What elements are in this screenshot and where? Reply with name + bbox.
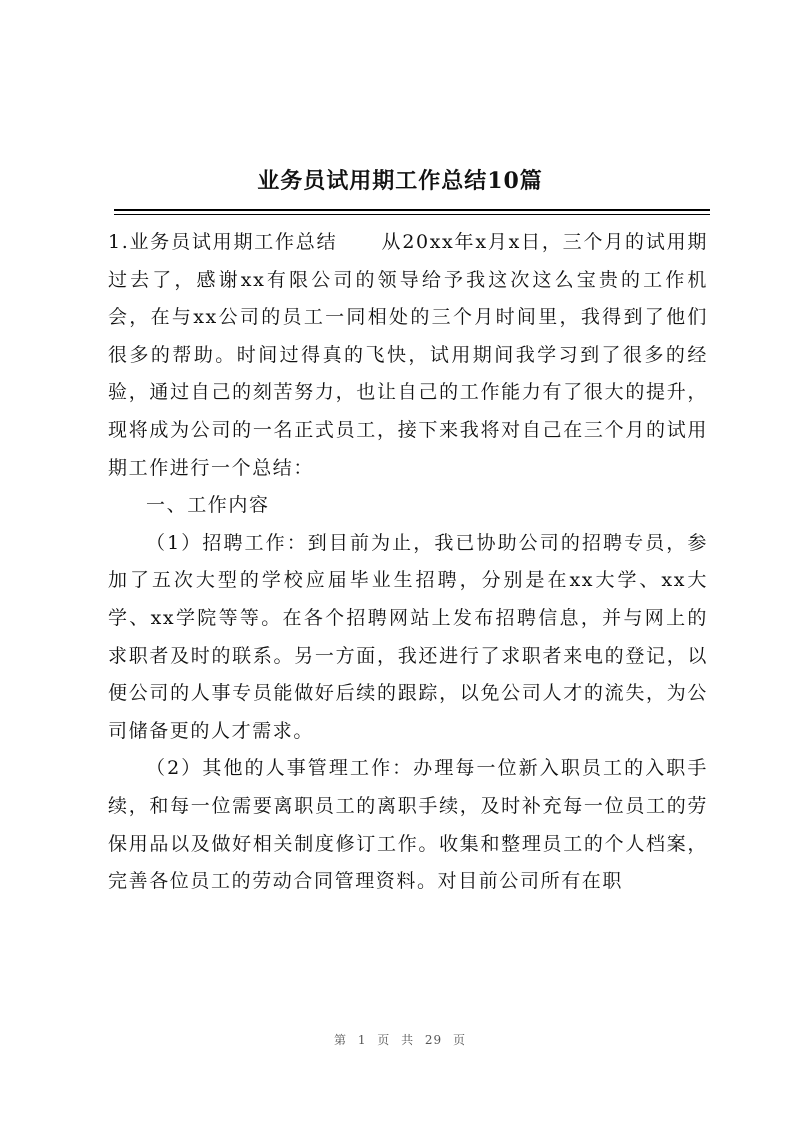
section-heading-work-content: 一、工作内容	[146, 494, 270, 517]
document-title: 业务员试用期工作总结10篇	[257, 168, 543, 194]
document-body	[108, 224, 708, 901]
paragraph-intro-text: 从20xx年x月x日，三个月的试用期过去了，感谢xx有限公司的领导给予我这次这么宝贵的工作机会，在与xx公司的员工一同相处的三个月时间里，我得到了他们很多的帮助。时间过得真的飞快，试用期间我学习到了很多的经验，通过自己的刻苦努力，也让自己的工作能力有了很大的提升，现将成为公司的一名正式员工，接下来我将对自己在三个月的试用期工作进行一个总结：	[108, 231, 708, 479]
page-footer: 第 1 页 共 29 页	[334, 1033, 466, 1047]
paragraph-recruitment: （1）招聘工作：到目前为止，我已协助公司的招聘专员，参加了五次大型的学校应届毕业生招聘，分别是在xx大学、xx大学、xx学院等等。在各个招聘网站上发布招聘信息，并与网上的求职者及时的联系。另一方面，我还进行了求职者来电的登记，以便公司的人事专员能做好后续的跟踪，以免公司人才的流失，为公司储备更的人才需求。	[108, 531, 708, 742]
title-rule-thick	[114, 209, 710, 211]
paragraph-intro	[108, 224, 708, 487]
title-rule-thin	[114, 214, 710, 215]
section-heading-label: 1.业务员试用期工作总结	[108, 231, 338, 253]
paragraph-hr-management: （2）其他的人事管理工作：办理每一位新入职员工的入职手续，和每一位需要离职员工的离职手续，及时补充每一位员工的劳保用品以及做好相关制度修订工作。收集和整理员工的个人档案，完善各位员工的劳动合同管理资料。对目前公司所有在职	[108, 757, 708, 893]
